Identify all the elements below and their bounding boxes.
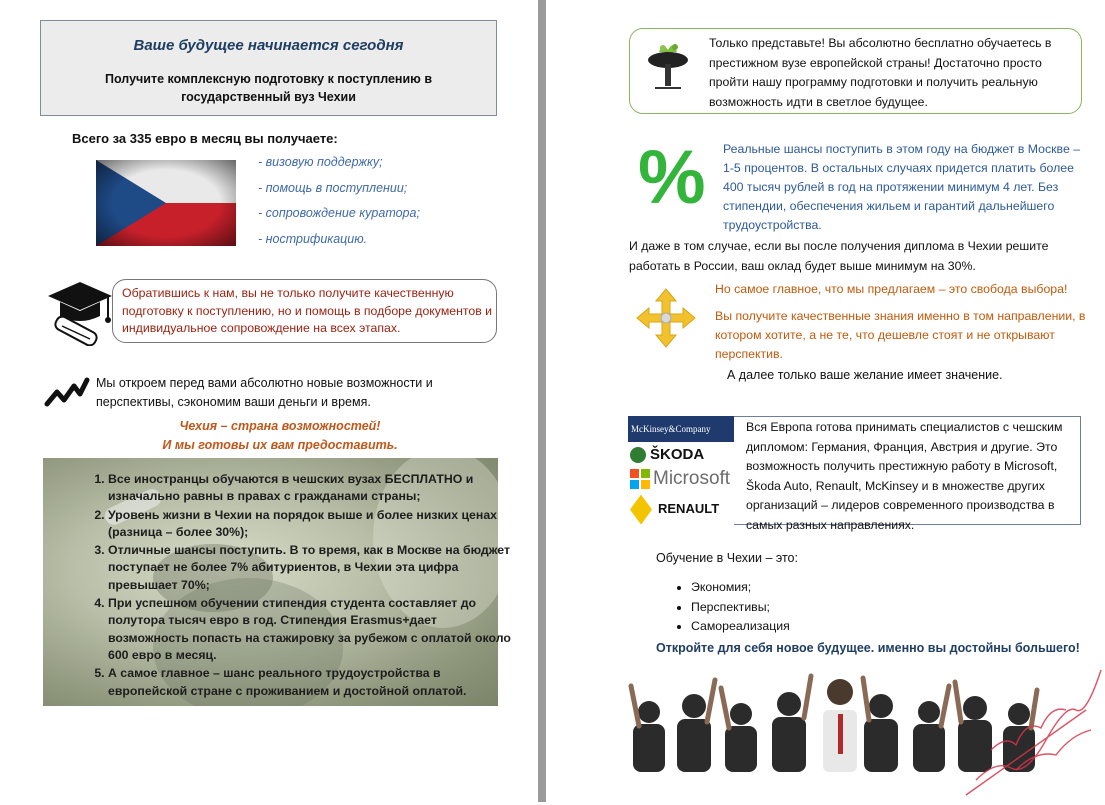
handwritten-signature bbox=[956, 650, 1105, 800]
chances-text: Реальные шансы поступить в этом году на бюджет в Москве – 1-5 процентов. В остальных случаях придется платить более 400 тысяч рублей в год на протяжении минимум 4 лет. Без стипендии, обеспечения жильем и гарантий дальнейшего трудоустройства. bbox=[723, 142, 1081, 232]
diploma-text: И даже в том случае, если вы после получения диплома в Чехии решите работать в России, ваш оклад будет выше минимум на 30%. bbox=[629, 239, 1049, 273]
freedom-detail: Вы получите качественные знания именно в том направлении, в котором хотите, а не те, что дешевле стоят и не открывают перспектив. bbox=[715, 309, 1086, 361]
microsoft-windows-icon bbox=[630, 469, 650, 489]
slogan-line: И мы готовы их вам предоставить. bbox=[162, 438, 398, 452]
renault-logo bbox=[628, 492, 734, 525]
renault-diamond-icon bbox=[630, 495, 652, 525]
slogan-line: Чехия – страна возможностей! bbox=[179, 419, 381, 433]
chart-zigzag-icon bbox=[44, 374, 90, 415]
study-item: • Самореализация bbox=[691, 617, 790, 637]
benefit-item: 4. При успешном обучении стипендия студента составляет до полутора тысяч евро в год. Стипендия Erasmus+дает возможность попасть на стажировку за рубежом с оплатой около 600 евро в месяц. bbox=[108, 595, 518, 664]
logos-column bbox=[628, 416, 734, 525]
slogan bbox=[160, 417, 400, 455]
study-item: • Экономия; bbox=[691, 578, 790, 598]
intro-text: Только представьте! Вы абсолютно бесплатно обучаетесь в престижном вузе европейской страны! Достаточно просто пройти нашу программу подготовки и получить реальную возможность идти в светлое будущее. bbox=[709, 36, 1052, 109]
benefit-item: 1. Все иностранцы обучаются в чешских вузах БЕСПЛАТНО и изначально равны в правах с гражданами страны; bbox=[108, 471, 518, 506]
service-item: - нострификацию. bbox=[258, 231, 368, 246]
tree-icon bbox=[645, 40, 691, 97]
skoda-emblem-icon bbox=[630, 447, 646, 463]
page-right bbox=[546, 0, 1105, 802]
services-list bbox=[258, 155, 420, 257]
page-left bbox=[0, 0, 538, 802]
callout-text: Обратившись к нам, вы не только получите качественную подготовку к поступлению, но и помощь в подборе документов и индивидуальное сопровождение на всех этапах. bbox=[122, 286, 493, 335]
czech-flag-image bbox=[96, 160, 236, 246]
freedom-text: Но самое главное, что мы предлагаем – это свобода выбора! bbox=[715, 282, 1068, 296]
skoda-wordmark: ŠKODA bbox=[650, 446, 705, 463]
study-list bbox=[671, 578, 790, 637]
opportunities-text: Мы откроем перед вами абсолютно новые возможности и перспективы, сэкономим ваши деньги и время. bbox=[96, 376, 433, 409]
skoda-logo bbox=[628, 444, 734, 466]
service-item: - визовую поддержку; bbox=[258, 155, 383, 169]
page-gutter bbox=[538, 0, 546, 802]
graduation-cap-icon bbox=[44, 276, 116, 351]
renault-wordmark: RENAULT bbox=[658, 501, 720, 516]
service-item: - сопровождение куратора; bbox=[258, 206, 420, 220]
europe-text: Вся Европа готова принимать специалистов с чешским дипломом: Германия, Франция, Австрия и другие. Это возможность получить престижную работу в Microsoft, Škoda Auto, Renault, McKinsey и в множестве других организаций – лидеров современного производства в самых разных направлениях. bbox=[746, 420, 1063, 532]
mckinsey-logo: McKinsey&Company bbox=[628, 416, 734, 442]
call-to-action: Откройте для себя новое будущее. именно вы достойны большего! bbox=[656, 641, 1080, 655]
title-box bbox=[40, 20, 497, 116]
study-item: • Перспективы; bbox=[691, 598, 790, 618]
freedom-block bbox=[715, 280, 1090, 372]
benefit-item: 2. Уровень жизни в Чехии на порядок выше и более низких ценах (разница – более 30%); bbox=[108, 507, 518, 542]
benefit-item: 3. Отличные шансы поступить. В то время, как в Москве на бюджет поступает не более 7% абитуриентов, в Чехии эта цифра превышает 70%; bbox=[108, 542, 518, 594]
percent-icon: % bbox=[638, 135, 706, 220]
benefit-item: 5. А самое главное – шанс реального трудоустройства в европейской стране с проживанием и достойной оплатой. bbox=[108, 665, 518, 700]
price-line: Всего за 335 евро в месяц вы получаете: bbox=[72, 131, 338, 146]
service-item: - помощь в поступлении; bbox=[258, 180, 408, 195]
page-title: Ваше будущее начинается сегодня bbox=[133, 37, 404, 54]
microsoft-logo bbox=[628, 466, 734, 492]
study-title: Обучение в Чехии – это: bbox=[656, 551, 798, 565]
arrows-cross-icon bbox=[635, 287, 697, 354]
microsoft-wordmark: Microsoft bbox=[653, 468, 731, 489]
benefits-list bbox=[88, 471, 518, 701]
page-subtitle: Получите комплексную подготовку к поступлению в государственный вуз Чехии bbox=[104, 72, 432, 104]
desire-text: А далее только ваше желание имеет значение. bbox=[727, 368, 1003, 382]
